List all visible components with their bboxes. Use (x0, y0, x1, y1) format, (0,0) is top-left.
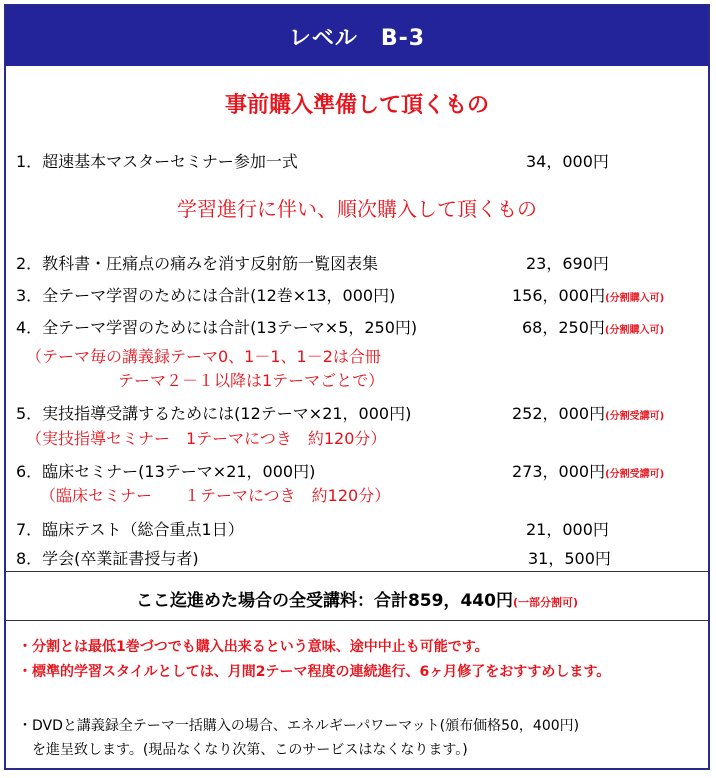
price-row-7 (16, 517, 696, 539)
item-label: 6．臨床セミナー(13テーマ×21，000円) (16, 462, 316, 481)
divider-bottom (6, 620, 708, 621)
note-bonus-line2: を進呈致します。(現品なくなり次第、このサービスはなくなります。) (18, 742, 468, 758)
total-fee (6, 586, 708, 611)
installment-note: (分割受講可) (605, 469, 665, 480)
level-header (6, 6, 708, 66)
item-label: 7．臨床テスト（総合重点1日） (16, 520, 244, 539)
section-title-advance-purchase: 事前購入準備して頂くもの (224, 93, 489, 118)
item-amount: 21，000円 (526, 520, 609, 539)
item-amount: 273，000円 (512, 462, 606, 481)
item5-subnote: （実技指導セミナー 1テーマにつき 約120分） (26, 429, 387, 448)
price-row-5 (16, 401, 696, 423)
item-amount: 252，000円 (512, 404, 606, 423)
item-label: 4．全テーマ学習のためには合計(13テーマ×5，250円) (16, 318, 418, 337)
note-bonus-line1: ・DVDと講義録全テーマ一括購入の場合、エネルギーパワーマット(頒布価格50，400円) (18, 718, 580, 734)
item-amount-with-note (512, 401, 664, 424)
item4-subnote-b: テーマ２－１以降は1テーマごとで） (118, 371, 385, 390)
price-table (4, 4, 710, 770)
note-study-style: ・標準的学習スタイルとしては、月間2テーマ程度の連続進行、6ヶ月修了をおすすめします。 (18, 664, 611, 680)
section-title-sequential-purchase: 学習進行に伴い、順次購入して頂くもの (177, 197, 537, 221)
item-amount: 31，500円 (528, 549, 611, 568)
installment-note: (分割受講可) (605, 411, 665, 422)
item-label: 1．超速基本マスターセミナー参加一式 (16, 152, 298, 171)
item-amount-with-note (512, 283, 664, 306)
item-amount-with-note (522, 315, 664, 338)
item-label: 8．学会(卒業証書授与者) (16, 549, 199, 568)
item-amount: 68，250円 (522, 318, 605, 337)
item-amount-with-note (512, 459, 664, 482)
price-row-6 (16, 459, 696, 481)
total-label: ここ迄進めた場合の全受講料：合計859，440円 (135, 591, 513, 611)
item-label: 3．全テーマ学習のためには合計(12巻×13，000円) (16, 286, 396, 305)
item-amount: 23，690円 (526, 254, 609, 273)
note-installment: ・分割とは最低1巻づつでも購入出来るという意味、途中中止も可能です。 (18, 639, 489, 655)
level-title: レベル B-3 (288, 25, 426, 51)
item4-subnote-a: （テーマ毎の講義録テーマ0、1－1、1－2は合冊 (26, 347, 381, 366)
item-amount: 156，000円 (512, 286, 606, 305)
item6-subnote: （臨床セミナー １テーマにつき 約120分） (40, 486, 391, 505)
price-row-2 (16, 251, 696, 273)
price-row-1 (16, 149, 696, 171)
installment-note: (分割購入可) (604, 325, 665, 336)
total-note: (一部分割可) (512, 596, 579, 609)
item-amount: 34，000円 (526, 152, 609, 171)
price-row-8 (16, 546, 696, 568)
price-row-4 (16, 315, 696, 337)
divider-top (6, 571, 708, 572)
item-label: 5．実技指導受講するためには(12テーマ×21，000円) (16, 404, 412, 423)
item-label: 2．教科書・圧痛点の痛みを消す反射筋一覧図表集 (16, 254, 379, 273)
installment-note: (分割購入可) (605, 293, 665, 304)
price-row-3 (16, 283, 696, 305)
